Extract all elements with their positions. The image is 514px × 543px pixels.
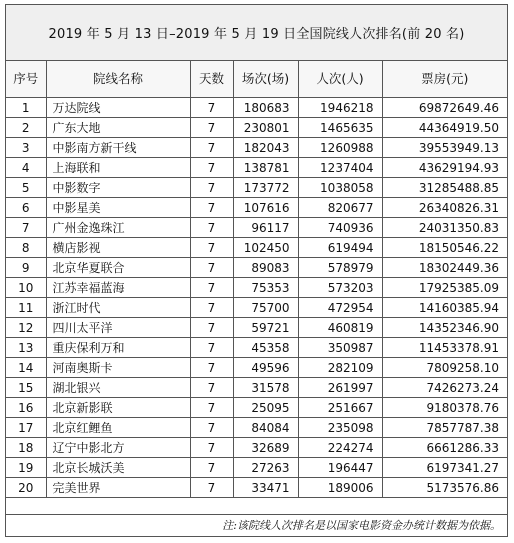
- admissions-cell: 578979: [298, 258, 382, 278]
- admissions-cell: 282109: [298, 358, 382, 378]
- table-row: [6, 238, 507, 258]
- table-row: [6, 218, 507, 238]
- days-cell: 7: [190, 358, 233, 378]
- rank-cell: 15: [6, 378, 46, 398]
- days-cell: 7: [190, 158, 233, 178]
- admissions-cell: 619494: [298, 238, 382, 258]
- days-cell: 7: [190, 278, 233, 298]
- table-row: [6, 398, 507, 418]
- table-row: [6, 358, 507, 378]
- table-row: [6, 98, 507, 118]
- box-office-cell: 44364919.50: [382, 118, 507, 138]
- table-row: [6, 278, 507, 298]
- rank-cell: 8: [6, 238, 46, 258]
- days-cell: 7: [190, 478, 233, 498]
- rank-cell: 5: [6, 178, 46, 198]
- box-office-cell: 7426273.24: [382, 378, 507, 398]
- rank-cell: 9: [6, 258, 46, 278]
- days-cell: 7: [190, 118, 233, 138]
- days-cell: 7: [190, 378, 233, 398]
- days-cell: 7: [190, 198, 233, 218]
- screenings-cell: 96117: [233, 218, 298, 238]
- admissions-cell: 1260988: [298, 138, 382, 158]
- circuit-name-cell: 广东大地: [46, 118, 190, 138]
- header-box-office: 票房(元): [382, 61, 507, 98]
- circuit-name-cell: 江苏幸福蓝海: [46, 278, 190, 298]
- days-cell: 7: [190, 318, 233, 338]
- screenings-cell: 230801: [233, 118, 298, 138]
- table-header-row: [6, 61, 507, 98]
- circuit-name-cell: 中影南方新干线: [46, 138, 190, 158]
- circuit-name-cell: 浙江时代: [46, 298, 190, 318]
- circuit-name-cell: 中影星美: [46, 198, 190, 218]
- box-office-cell: 18150546.22: [382, 238, 507, 258]
- box-office-cell: 5173576.86: [382, 478, 507, 498]
- table-row: [6, 258, 507, 278]
- table-row: [6, 418, 507, 438]
- rank-cell: 4: [6, 158, 46, 178]
- rank-cell: 3: [6, 138, 46, 158]
- rank-cell: 16: [6, 398, 46, 418]
- header-screenings: 场次(场): [233, 61, 298, 98]
- table-row: [6, 158, 507, 178]
- screenings-cell: 180683: [233, 98, 298, 118]
- table-row: [6, 338, 507, 358]
- screenings-cell: 27263: [233, 458, 298, 478]
- screenings-cell: 107616: [233, 198, 298, 218]
- rank-cell: 14: [6, 358, 46, 378]
- table-title: 2019 年 5 月 13 日–2019 年 5 月 19 日全国院线人次排名(前 20 名): [6, 5, 507, 61]
- table-row: [6, 198, 507, 218]
- screenings-cell: 32689: [233, 438, 298, 458]
- box-office-cell: 17925385.09: [382, 278, 507, 298]
- admissions-cell: 1465635: [298, 118, 382, 138]
- rank-cell: 17: [6, 418, 46, 438]
- days-cell: 7: [190, 418, 233, 438]
- rank-cell: 18: [6, 438, 46, 458]
- admissions-cell: 460819: [298, 318, 382, 338]
- box-office-cell: 43629194.93: [382, 158, 507, 178]
- days-cell: 7: [190, 458, 233, 478]
- days-cell: 7: [190, 258, 233, 278]
- header-admissions: 人次(人): [298, 61, 382, 98]
- circuit-name-cell: 中影数字: [46, 178, 190, 198]
- table-row: [6, 138, 507, 158]
- admissions-cell: 196447: [298, 458, 382, 478]
- circuit-name-cell: 横店影视: [46, 238, 190, 258]
- table-row: [6, 118, 507, 138]
- circuit-name-cell: 辽宁中影北方: [46, 438, 190, 458]
- admissions-cell: 261997: [298, 378, 382, 398]
- screenings-cell: 45358: [233, 338, 298, 358]
- header-rank: 序号: [6, 61, 46, 98]
- admissions-cell: 189006: [298, 478, 382, 498]
- circuit-name-cell: 北京长城沃美: [46, 458, 190, 478]
- screenings-cell: 89083: [233, 258, 298, 278]
- rank-cell: 19: [6, 458, 46, 478]
- circuit-name-cell: 万达院线: [46, 98, 190, 118]
- box-office-cell: 9180378.76: [382, 398, 507, 418]
- days-cell: 7: [190, 238, 233, 258]
- admissions-cell: 1038058: [298, 178, 382, 198]
- days-cell: 7: [190, 438, 233, 458]
- screenings-cell: 59721: [233, 318, 298, 338]
- admissions-cell: 820677: [298, 198, 382, 218]
- circuit-name-cell: 四川太平洋: [46, 318, 190, 338]
- circuit-name-cell: 北京华夏联合: [46, 258, 190, 278]
- rank-cell: 6: [6, 198, 46, 218]
- screenings-cell: 84084: [233, 418, 298, 438]
- box-office-cell: 24031350.83: [382, 218, 507, 238]
- box-office-cell: 31285488.85: [382, 178, 507, 198]
- table-row: [6, 438, 507, 458]
- table-row: [6, 378, 507, 398]
- table-row: [6, 178, 507, 198]
- admissions-cell: 224274: [298, 438, 382, 458]
- rank-cell: 2: [6, 118, 46, 138]
- circuit-name-cell: 湖北银兴: [46, 378, 190, 398]
- rank-cell: 7: [6, 218, 46, 238]
- screenings-cell: 102450: [233, 238, 298, 258]
- screenings-cell: 33471: [233, 478, 298, 498]
- table-row: [6, 298, 507, 318]
- table-row: [6, 318, 507, 338]
- header-days: 天数: [190, 61, 233, 98]
- box-office-cell: 7809258.10: [382, 358, 507, 378]
- screenings-cell: 182043: [233, 138, 298, 158]
- header-circuit-name: 院线名称: [46, 61, 190, 98]
- days-cell: 7: [190, 298, 233, 318]
- box-office-cell: 14160385.94: [382, 298, 507, 318]
- box-office-cell: 11453378.91: [382, 338, 507, 358]
- circuit-name-cell: 广州金逸珠江: [46, 218, 190, 238]
- days-cell: 7: [190, 178, 233, 198]
- circuit-name-cell: 北京红鲤鱼: [46, 418, 190, 438]
- days-cell: 7: [190, 218, 233, 238]
- box-office-cell: 14352346.90: [382, 318, 507, 338]
- rank-cell: 12: [6, 318, 46, 338]
- days-cell: 7: [190, 398, 233, 418]
- footnote: 注:该院线人次排名是以国家电影资金办统计数据为依据。: [6, 514, 507, 536]
- box-office-cell: 26340826.31: [382, 198, 507, 218]
- screenings-cell: 75700: [233, 298, 298, 318]
- circuit-name-cell: 重庆保利万和: [46, 338, 190, 358]
- days-cell: 7: [190, 138, 233, 158]
- ranking-table: [6, 61, 507, 498]
- screenings-cell: 75353: [233, 278, 298, 298]
- days-cell: 7: [190, 338, 233, 358]
- rank-cell: 13: [6, 338, 46, 358]
- box-office-cell: 7857787.38: [382, 418, 507, 438]
- screenings-cell: 138781: [233, 158, 298, 178]
- document-frame: [5, 4, 508, 537]
- admissions-cell: 235098: [298, 418, 382, 438]
- admissions-cell: 251667: [298, 398, 382, 418]
- box-office-cell: 6197341.27: [382, 458, 507, 478]
- table-body: [6, 98, 507, 498]
- admissions-cell: 350987: [298, 338, 382, 358]
- table-row: [6, 478, 507, 498]
- screenings-cell: 25095: [233, 398, 298, 418]
- rank-cell: 20: [6, 478, 46, 498]
- admissions-cell: 1946218: [298, 98, 382, 118]
- admissions-cell: 573203: [298, 278, 382, 298]
- screenings-cell: 173772: [233, 178, 298, 198]
- table-row: [6, 458, 507, 478]
- box-office-cell: 69872649.46: [382, 98, 507, 118]
- circuit-name-cell: 完美世界: [46, 478, 190, 498]
- box-office-cell: 6661286.33: [382, 438, 507, 458]
- admissions-cell: 1237404: [298, 158, 382, 178]
- circuit-name-cell: 北京新影联: [46, 398, 190, 418]
- circuit-name-cell: 河南奥斯卡: [46, 358, 190, 378]
- box-office-cell: 18302449.36: [382, 258, 507, 278]
- admissions-cell: 740936: [298, 218, 382, 238]
- screenings-cell: 31578: [233, 378, 298, 398]
- rank-cell: 11: [6, 298, 46, 318]
- box-office-cell: 39553949.13: [382, 138, 507, 158]
- admissions-cell: 472954: [298, 298, 382, 318]
- screenings-cell: 49596: [233, 358, 298, 378]
- rank-cell: 10: [6, 278, 46, 298]
- days-cell: 7: [190, 98, 233, 118]
- rank-cell: 1: [6, 98, 46, 118]
- circuit-name-cell: 上海联和: [46, 158, 190, 178]
